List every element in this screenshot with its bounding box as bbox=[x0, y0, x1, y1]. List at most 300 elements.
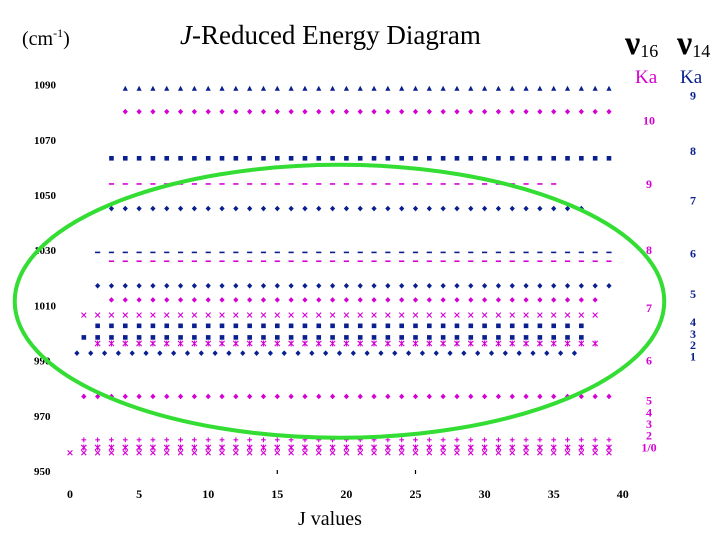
nu14-level-labels bbox=[690, 89, 696, 364]
data-point bbox=[137, 437, 142, 442]
data-point bbox=[206, 206, 211, 212]
data-point bbox=[206, 394, 211, 400]
data-point bbox=[261, 313, 266, 318]
data-point bbox=[123, 313, 128, 318]
data-point bbox=[109, 324, 114, 329]
data-point bbox=[593, 156, 598, 161]
data-point bbox=[406, 350, 411, 356]
data-point bbox=[81, 437, 86, 442]
data-point bbox=[510, 394, 515, 400]
data-point bbox=[302, 283, 307, 289]
data-point bbox=[150, 394, 155, 400]
data-point bbox=[413, 313, 418, 318]
data-point bbox=[427, 324, 432, 329]
nu14-level-label: 5 bbox=[690, 286, 696, 301]
data-point bbox=[192, 86, 197, 91]
data-point bbox=[413, 206, 418, 212]
data-point bbox=[303, 450, 308, 455]
data-point bbox=[247, 86, 252, 91]
nu16-level-label: 4 bbox=[646, 405, 652, 420]
data-point bbox=[427, 206, 432, 212]
chart-title: J-Reduced Energy Diagram bbox=[180, 20, 481, 50]
data-point bbox=[441, 206, 446, 212]
data-point bbox=[593, 283, 598, 289]
data-point bbox=[220, 313, 225, 318]
data-point bbox=[344, 450, 349, 455]
data-point bbox=[482, 324, 487, 329]
data-point bbox=[233, 437, 238, 442]
data-point bbox=[579, 450, 584, 455]
data-point bbox=[233, 394, 238, 400]
data-point bbox=[123, 206, 128, 212]
data-point bbox=[150, 297, 155, 303]
data-point bbox=[510, 445, 515, 451]
data-point bbox=[468, 335, 473, 340]
data-point bbox=[220, 156, 225, 161]
data-point bbox=[254, 350, 259, 356]
data-point bbox=[565, 450, 570, 455]
data-point bbox=[233, 283, 238, 289]
data-point bbox=[289, 450, 294, 455]
data-point bbox=[282, 350, 287, 356]
data-point bbox=[607, 450, 612, 455]
data-point bbox=[303, 156, 308, 161]
nu14-label: ν14 bbox=[677, 25, 711, 62]
data-point bbox=[316, 324, 321, 329]
data-point bbox=[606, 394, 611, 400]
nu16-level-label: 10 bbox=[643, 113, 655, 128]
data-point bbox=[565, 283, 570, 289]
data-point bbox=[68, 450, 73, 455]
data-point bbox=[109, 283, 114, 289]
data-point bbox=[302, 109, 307, 115]
data-point bbox=[489, 350, 494, 356]
data-point bbox=[219, 297, 224, 303]
data-point bbox=[289, 283, 294, 289]
data-point bbox=[371, 297, 376, 303]
data-point bbox=[199, 350, 204, 356]
data-point bbox=[164, 324, 169, 329]
data-point bbox=[275, 340, 280, 346]
data-point bbox=[510, 109, 515, 115]
data-point bbox=[413, 335, 418, 340]
data-point bbox=[593, 86, 598, 91]
data-point bbox=[607, 437, 612, 442]
data-point bbox=[234, 156, 239, 161]
data-point bbox=[164, 340, 169, 346]
data-point bbox=[247, 445, 252, 451]
data-point bbox=[330, 297, 335, 303]
data-point bbox=[530, 350, 535, 356]
data-point bbox=[74, 350, 79, 356]
data-point bbox=[150, 86, 155, 91]
data-point bbox=[247, 394, 252, 400]
data-point bbox=[496, 297, 501, 303]
data-point bbox=[565, 109, 570, 115]
data-point bbox=[344, 283, 349, 289]
data-point bbox=[537, 340, 542, 346]
data-point bbox=[192, 335, 197, 340]
data-point bbox=[330, 340, 335, 346]
data-point bbox=[537, 297, 542, 303]
data-point bbox=[261, 297, 266, 303]
nu14-level-label: 3 bbox=[690, 326, 696, 341]
data-point bbox=[455, 156, 460, 161]
x-tick-label: 30 bbox=[478, 487, 491, 501]
data-point bbox=[289, 394, 294, 400]
data-point bbox=[358, 445, 363, 451]
y-tick-label: 990 bbox=[34, 355, 51, 368]
data-point bbox=[399, 340, 404, 346]
data-point bbox=[551, 297, 556, 303]
data-point bbox=[102, 350, 107, 356]
data-point bbox=[496, 445, 501, 451]
nu14-level-label: 6 bbox=[690, 246, 696, 261]
data-point bbox=[468, 450, 473, 455]
data-point bbox=[344, 445, 349, 451]
data-point bbox=[213, 350, 218, 356]
data-point bbox=[233, 206, 238, 212]
data-point bbox=[109, 450, 114, 455]
data-point bbox=[551, 437, 556, 442]
data-point bbox=[330, 394, 335, 400]
data-point bbox=[95, 313, 100, 318]
data-point bbox=[551, 283, 556, 289]
data-point bbox=[164, 394, 169, 400]
data-point bbox=[95, 445, 100, 451]
data-point bbox=[606, 445, 611, 451]
data-point bbox=[220, 335, 225, 340]
data-point bbox=[275, 437, 280, 442]
data-point bbox=[81, 445, 86, 451]
data-point bbox=[123, 283, 128, 289]
data-point bbox=[233, 109, 238, 115]
data-point bbox=[247, 450, 252, 455]
data-point bbox=[137, 445, 142, 451]
data-point bbox=[192, 109, 197, 115]
data-point bbox=[482, 313, 487, 318]
data-point bbox=[178, 335, 183, 340]
nu16-level-label: 2 bbox=[646, 428, 652, 443]
nu16-level-label: 8 bbox=[646, 243, 652, 258]
data-point bbox=[358, 394, 363, 400]
y-tick-label: 1010 bbox=[34, 300, 56, 313]
data-point bbox=[413, 86, 418, 91]
data-point bbox=[164, 297, 169, 303]
data-point bbox=[496, 437, 501, 442]
data-point bbox=[192, 450, 197, 455]
data-point bbox=[565, 297, 570, 303]
data-point bbox=[399, 313, 404, 318]
data-point bbox=[537, 437, 542, 442]
data-point bbox=[137, 206, 142, 212]
data-point bbox=[220, 437, 225, 442]
data-point bbox=[517, 350, 522, 356]
data-markers bbox=[68, 86, 612, 455]
data-point bbox=[130, 350, 135, 356]
data-point bbox=[330, 283, 335, 289]
data-point bbox=[371, 206, 376, 212]
data-point bbox=[303, 324, 308, 329]
data-point bbox=[219, 109, 224, 115]
data-point bbox=[371, 394, 376, 400]
data-point bbox=[137, 109, 142, 115]
data-point bbox=[593, 394, 598, 400]
data-point bbox=[441, 437, 446, 442]
data-point bbox=[330, 450, 335, 455]
data-point bbox=[385, 313, 390, 318]
data-point bbox=[482, 437, 487, 442]
data-point bbox=[289, 340, 294, 346]
data-point bbox=[455, 335, 460, 340]
data-point bbox=[579, 335, 584, 340]
data-point bbox=[538, 324, 543, 329]
data-point bbox=[206, 109, 211, 115]
data-point bbox=[233, 313, 238, 318]
data-point bbox=[164, 335, 169, 340]
data-point bbox=[358, 335, 363, 340]
data-point bbox=[192, 340, 197, 346]
data-point bbox=[468, 313, 473, 318]
data-point bbox=[551, 109, 556, 115]
data-point bbox=[386, 335, 391, 340]
data-point bbox=[358, 283, 363, 289]
data-point bbox=[593, 340, 598, 346]
data-point bbox=[178, 206, 183, 212]
data-point bbox=[537, 313, 542, 318]
data-point bbox=[427, 283, 432, 289]
data-point bbox=[579, 156, 584, 161]
nu14-level-label: 1 bbox=[690, 349, 696, 364]
x-tick-label: 25 bbox=[409, 487, 422, 501]
y-tick-label: 950 bbox=[34, 466, 51, 478]
data-point bbox=[178, 109, 183, 115]
data-point bbox=[551, 445, 556, 451]
data-point bbox=[151, 313, 156, 318]
data-point bbox=[261, 156, 266, 161]
data-point bbox=[496, 313, 501, 318]
data-point bbox=[109, 313, 114, 318]
data-point bbox=[261, 206, 266, 212]
data-point bbox=[137, 340, 142, 346]
data-point bbox=[427, 313, 432, 318]
data-point bbox=[510, 450, 515, 455]
x-tick-label: 40 bbox=[616, 487, 629, 501]
data-point bbox=[219, 206, 224, 212]
data-point bbox=[385, 206, 390, 212]
data-point bbox=[137, 297, 142, 303]
data-point bbox=[351, 350, 356, 356]
x-axis-title: J values bbox=[298, 508, 362, 530]
data-point bbox=[220, 324, 225, 329]
data-point bbox=[358, 324, 363, 329]
data-point bbox=[358, 340, 363, 346]
data-point bbox=[81, 450, 86, 455]
data-point bbox=[468, 283, 473, 289]
data-point bbox=[192, 283, 197, 289]
data-point bbox=[413, 394, 418, 400]
data-point bbox=[385, 394, 390, 400]
data-point bbox=[427, 86, 432, 91]
data-point bbox=[399, 335, 404, 340]
data-point bbox=[385, 86, 390, 91]
data-point bbox=[378, 350, 383, 356]
data-point bbox=[510, 86, 515, 91]
nu16-level-label: 1/0 bbox=[641, 440, 657, 455]
data-point bbox=[109, 335, 114, 340]
data-point bbox=[468, 297, 473, 303]
data-point bbox=[441, 324, 446, 329]
data-point bbox=[461, 350, 466, 356]
data-point bbox=[606, 283, 611, 289]
data-point bbox=[137, 394, 142, 400]
data-point bbox=[551, 324, 556, 329]
data-point bbox=[441, 450, 446, 455]
data-point bbox=[137, 313, 142, 318]
data-point bbox=[316, 297, 321, 303]
data-point bbox=[137, 324, 142, 329]
data-point bbox=[233, 450, 238, 455]
data-point bbox=[496, 335, 501, 340]
data-point bbox=[468, 156, 473, 161]
data-point bbox=[399, 86, 404, 91]
data-point bbox=[247, 109, 252, 115]
data-point bbox=[247, 283, 252, 289]
nu16-level-label: 7 bbox=[646, 301, 652, 316]
data-point bbox=[275, 394, 280, 400]
data-point bbox=[275, 335, 280, 340]
data-point bbox=[206, 86, 211, 91]
data-point bbox=[289, 206, 294, 212]
data-point bbox=[454, 394, 459, 400]
data-point bbox=[151, 450, 156, 455]
data-point bbox=[358, 86, 363, 91]
data-point bbox=[178, 394, 183, 400]
ka-nu16-label: Ka bbox=[635, 67, 658, 88]
data-point bbox=[454, 109, 459, 115]
data-point bbox=[482, 156, 487, 161]
data-point bbox=[330, 445, 335, 451]
data-point bbox=[496, 109, 501, 115]
data-point bbox=[151, 324, 156, 329]
data-point bbox=[316, 109, 321, 115]
data-point bbox=[206, 156, 211, 161]
data-point bbox=[510, 206, 515, 212]
data-point bbox=[178, 283, 183, 289]
data-point bbox=[164, 109, 169, 115]
data-point bbox=[206, 340, 211, 346]
data-point bbox=[261, 324, 266, 329]
data-point bbox=[399, 283, 404, 289]
data-point bbox=[358, 156, 363, 161]
data-point bbox=[455, 437, 460, 442]
data-point bbox=[219, 283, 224, 289]
data-point bbox=[510, 437, 515, 442]
data-point bbox=[434, 350, 439, 356]
data-point bbox=[482, 394, 487, 400]
data-point bbox=[482, 335, 487, 340]
data-point bbox=[330, 335, 335, 340]
data-point bbox=[427, 109, 432, 115]
data-point bbox=[606, 86, 611, 91]
data-point bbox=[496, 206, 501, 212]
data-point bbox=[219, 86, 224, 91]
data-point bbox=[523, 340, 528, 346]
data-point bbox=[468, 109, 473, 115]
data-point bbox=[178, 340, 183, 346]
data-point bbox=[151, 335, 156, 340]
data-point bbox=[524, 450, 529, 455]
data-point bbox=[565, 335, 570, 340]
data-point bbox=[302, 86, 307, 91]
data-point bbox=[371, 86, 376, 91]
y-tick-label: 1090 bbox=[34, 79, 56, 92]
data-point bbox=[482, 283, 487, 289]
data-point bbox=[538, 156, 543, 161]
data-point bbox=[372, 450, 377, 455]
data-point bbox=[247, 297, 252, 303]
data-point bbox=[95, 450, 100, 455]
data-point bbox=[330, 324, 335, 329]
data-point bbox=[537, 394, 542, 400]
data-point bbox=[123, 156, 128, 161]
data-point bbox=[247, 156, 252, 161]
data-point bbox=[247, 206, 252, 212]
data-point bbox=[537, 283, 542, 289]
data-point bbox=[192, 156, 197, 161]
data-point bbox=[537, 206, 542, 212]
data-point bbox=[510, 283, 515, 289]
data-point bbox=[427, 450, 432, 455]
y-tick-label: 1070 bbox=[34, 134, 56, 147]
data-point bbox=[206, 313, 211, 318]
data-point bbox=[302, 206, 307, 212]
data-point bbox=[206, 445, 211, 451]
data-point bbox=[219, 394, 224, 400]
data-point bbox=[551, 394, 556, 400]
data-point bbox=[344, 156, 349, 161]
data-point bbox=[344, 340, 349, 346]
data-point bbox=[123, 394, 128, 400]
data-point bbox=[482, 206, 487, 212]
data-point bbox=[302, 394, 307, 400]
data-point bbox=[447, 350, 452, 356]
data-point bbox=[206, 450, 211, 455]
data-point bbox=[123, 86, 128, 91]
nu16-level-label: 3 bbox=[646, 417, 652, 432]
data-point bbox=[482, 450, 487, 455]
data-point bbox=[468, 86, 473, 91]
data-point bbox=[496, 86, 501, 91]
data-point bbox=[178, 450, 183, 455]
data-point bbox=[137, 86, 142, 91]
nu16-level-labels bbox=[641, 113, 656, 454]
data-point bbox=[441, 86, 446, 91]
data-point bbox=[441, 156, 446, 161]
data-point bbox=[427, 156, 432, 161]
data-point bbox=[558, 350, 563, 356]
data-point bbox=[441, 394, 446, 400]
data-point bbox=[275, 450, 280, 455]
data-point bbox=[565, 445, 570, 451]
data-point bbox=[330, 313, 335, 318]
data-point bbox=[496, 340, 501, 346]
data-point bbox=[413, 437, 418, 442]
data-point bbox=[524, 313, 529, 318]
data-point bbox=[593, 437, 598, 442]
data-point bbox=[344, 206, 349, 212]
data-point bbox=[565, 437, 570, 442]
